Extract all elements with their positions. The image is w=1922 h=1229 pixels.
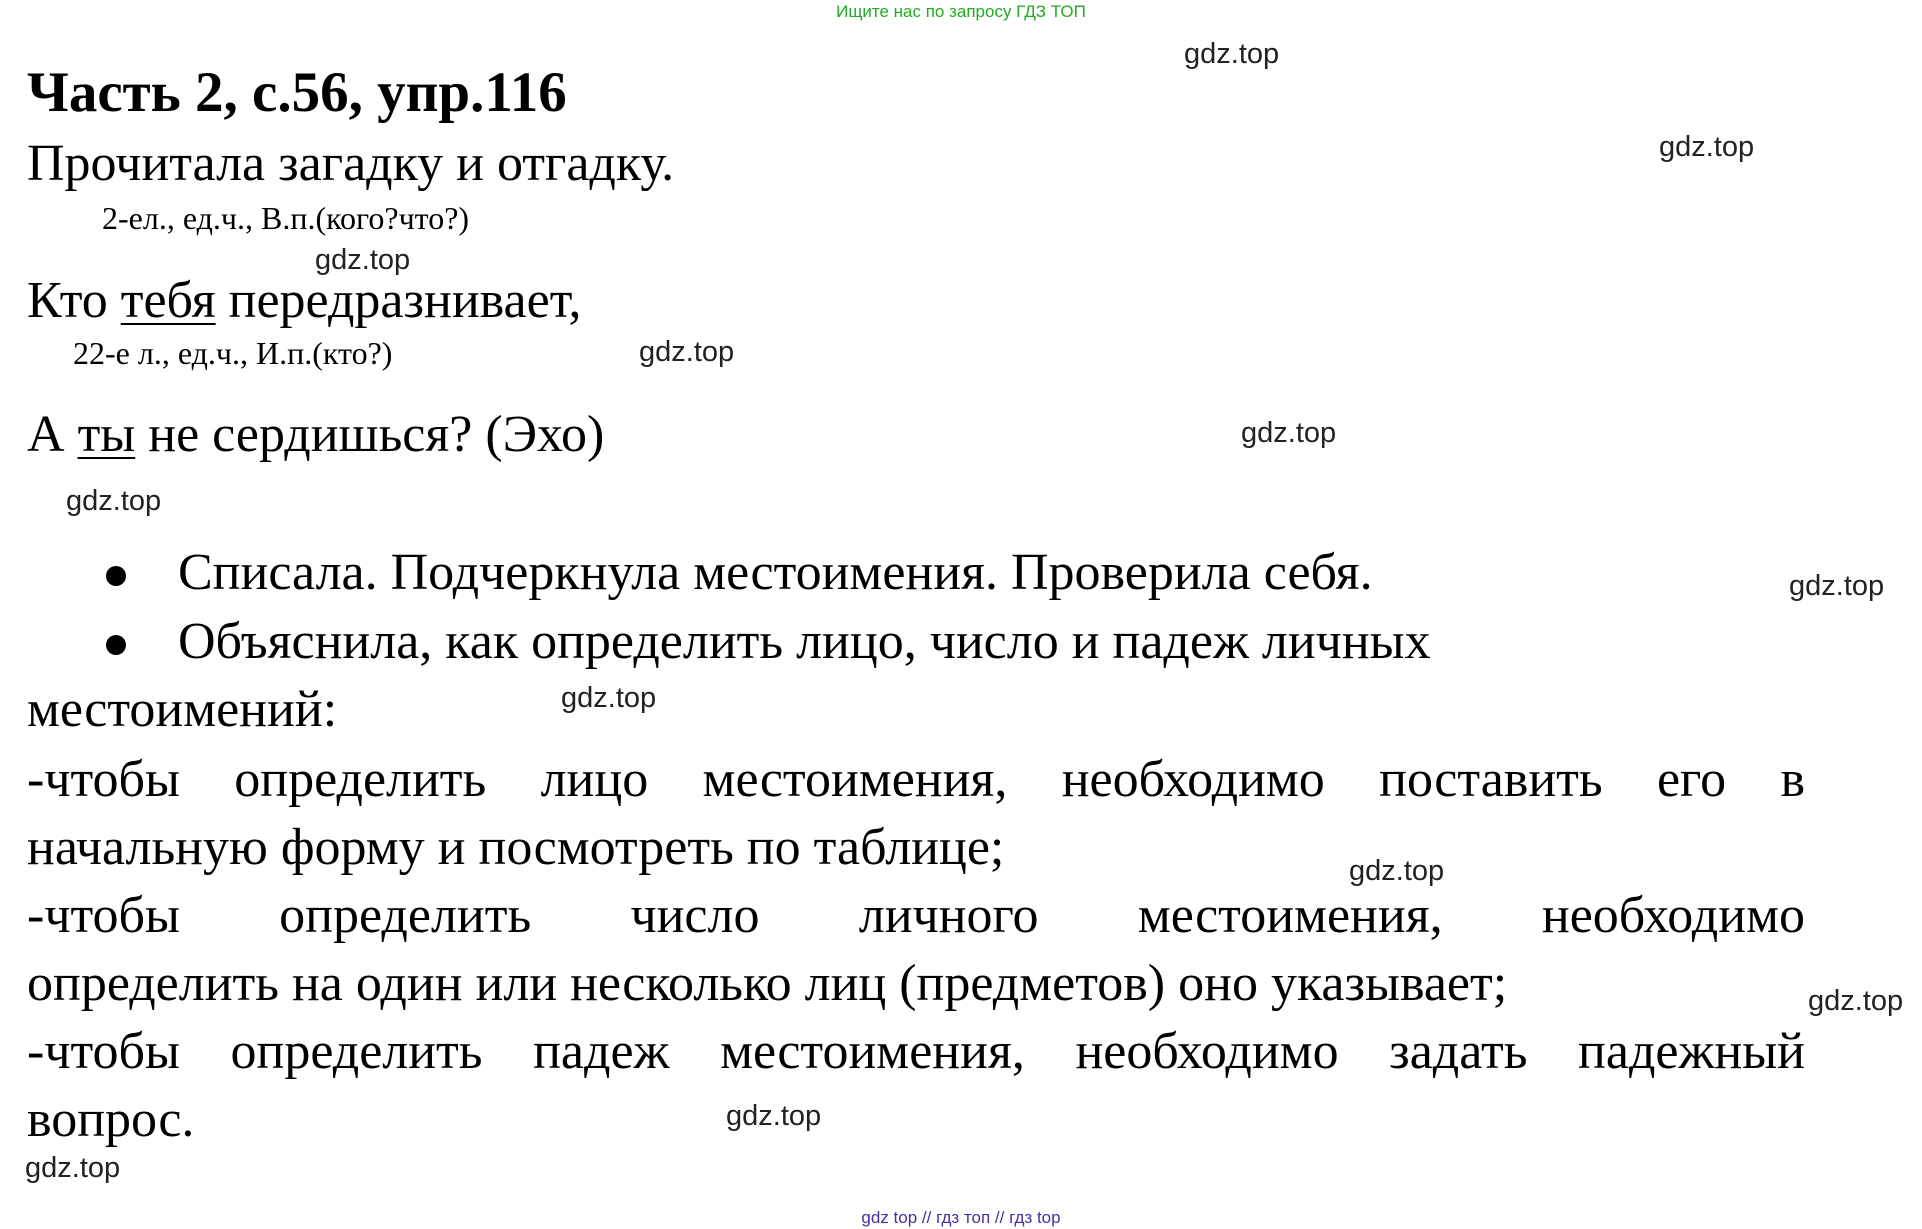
rule-1-line-1: -чтобы определить лицо местоимения, необходимо поставить его в <box>27 751 1805 808</box>
underlined-pronoun-ty: ты <box>77 406 136 463</box>
intro-line: Прочитала загадку и отгадку. <box>27 135 675 192</box>
rule-3-line-1: -чтобы определить падеж местоимения, необходимо задать падежный <box>27 1023 1805 1080</box>
watermark: gdz.top <box>315 244 411 276</box>
riddle-line-1 <box>27 269 582 333</box>
rule-1-line-2: начальную форму и посмотреть по таблице; <box>27 819 1005 876</box>
watermark: gdz.top <box>1349 855 1445 887</box>
pronoun-note-1: 2-ел., ед.ч., В.п.(кого?что?) <box>102 200 470 236</box>
bullet-icon <box>106 635 126 655</box>
underlined-pronoun-tebya: тебя <box>120 272 216 329</box>
watermark: gdz.top <box>639 336 735 368</box>
watermark: gdz.top <box>1659 131 1755 163</box>
footer-links: gdz top // гдз топ // гдз top <box>861 1208 1061 1227</box>
watermark: gdz.top <box>1241 417 1337 449</box>
bullet-item-2 <box>106 610 1431 674</box>
rule-3-line-2: вопрос. <box>27 1091 195 1148</box>
watermark: gdz.top <box>1789 570 1885 602</box>
watermark: gdz.top <box>561 682 657 714</box>
riddle-line-1-end: передразнивает, <box>215 272 582 329</box>
page-title: Часть 2, с.56, упр.116 <box>27 61 567 124</box>
rule-2-line-2: определить на один или несколько лиц (предметов) оно указывает; <box>27 955 1508 1012</box>
bullet-text-1: Списала. Подчеркнула местоимения. Проверила себя. <box>178 544 1373 601</box>
bullet-text-2: Объяснила, как определить лицо, число и падеж личных <box>178 613 1431 670</box>
watermark: gdz.top <box>66 485 162 517</box>
bullet-continuation: местоимений: <box>27 681 338 738</box>
riddle-line-2 <box>27 403 604 467</box>
watermark: gdz.top <box>726 1100 822 1132</box>
riddle-line-2-end: не сердишься? (Эхо) <box>135 406 605 463</box>
watermark: gdz.top <box>1808 985 1904 1017</box>
watermark: gdz.top <box>1184 38 1280 70</box>
rule-2-line-1: -чтобы определить число личного местоимения, необходимо <box>27 887 1805 944</box>
riddle-line-1-start: Кто <box>27 272 121 329</box>
pronoun-note-2: 22-е л., ед.ч., И.п.(кто?) <box>73 335 393 371</box>
top-banner: Ищите нас по запросу ГДЗ ТОП <box>836 2 1086 21</box>
riddle-line-2-start: А <box>27 406 78 463</box>
bullet-item-1 <box>106 541 1373 605</box>
watermark: gdz.top <box>25 1152 121 1184</box>
bullet-icon <box>106 566 126 586</box>
